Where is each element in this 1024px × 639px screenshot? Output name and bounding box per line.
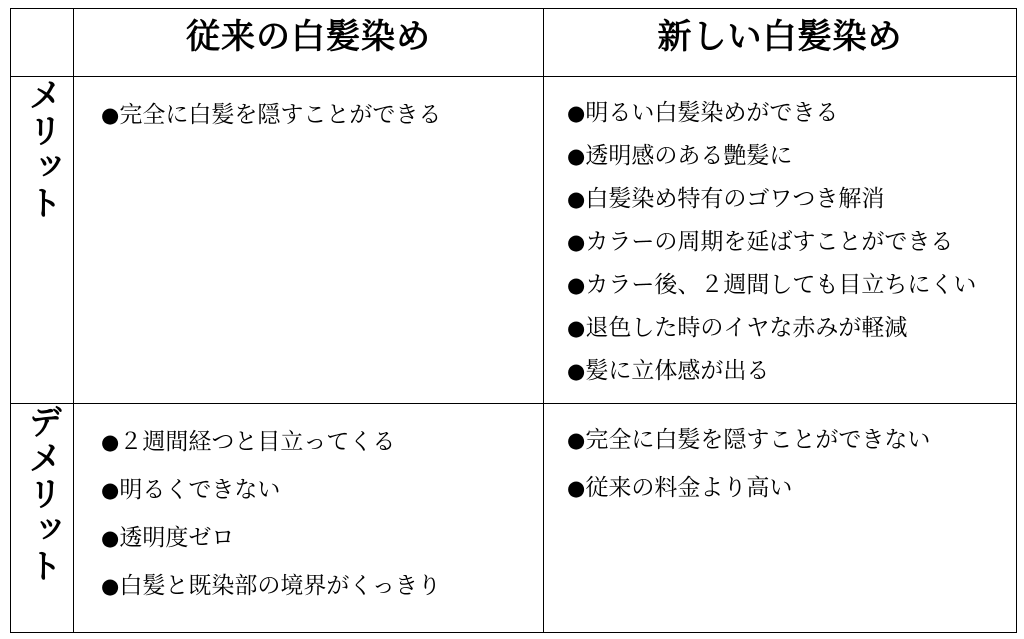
list-item	[101, 524, 543, 553]
list-item-text: 白髪染め特有のゴワつき解消	[585, 186, 885, 212]
list-item	[567, 474, 1016, 503]
bullet-dot: ●	[567, 316, 586, 340]
list-item	[567, 426, 1016, 455]
bullet-dot: ●	[101, 526, 120, 550]
bullet-dot: ●	[567, 476, 586, 500]
list-item-text: 退色した時のイヤな赤みが軽減	[585, 315, 908, 341]
list-item	[101, 476, 543, 505]
list-item-text: 従来の料金より高い	[585, 475, 793, 501]
bullet-dot: ●	[567, 359, 586, 383]
bullet-dot: ●	[567, 144, 586, 168]
merit-label-cell	[11, 77, 74, 404]
bullet-dot: ●	[101, 574, 120, 598]
list-item-text: 完全に白髪を隠すことができる	[119, 102, 442, 128]
bullet-dot: ●	[101, 430, 120, 454]
list-item-text: 透明度ゼロ	[119, 525, 235, 551]
bullet-dot: ●	[567, 428, 586, 452]
new-demerit-list	[544, 404, 1016, 503]
bullet-dot: ●	[101, 103, 120, 127]
comparison-table	[10, 8, 1017, 633]
bullet-dot: ●	[567, 230, 586, 254]
list-item	[567, 142, 1016, 171]
bullet-dot: ●	[567, 187, 586, 211]
list-item-text: 透明感のある艶髪に	[585, 143, 793, 169]
bullet-dot: ●	[567, 101, 586, 125]
list-item-text: 明るい白髪染めができる	[585, 100, 839, 126]
demerit-row	[11, 404, 1017, 633]
new-merit-list	[544, 77, 1016, 386]
list-item-text: カラーの周期を延ばすことができる	[585, 229, 954, 255]
old-demerit-list	[74, 404, 543, 601]
list-item	[101, 572, 543, 601]
new-merit-cell	[544, 77, 1017, 404]
header-row	[11, 9, 1017, 77]
list-item	[567, 228, 1016, 257]
list-item	[101, 428, 543, 457]
list-item-text: 髪に立体感が出る	[585, 358, 770, 384]
list-item	[567, 314, 1016, 343]
merit-label: メリット	[22, 77, 62, 221]
list-item-text: 明るくできない	[119, 477, 281, 503]
corner-cell	[11, 9, 74, 77]
bullet-dot: ●	[101, 478, 120, 502]
old-merit-list	[74, 77, 543, 130]
new-dye-header: 新しい白髪染め	[544, 9, 1017, 77]
list-item	[567, 99, 1016, 128]
bullet-dot: ●	[567, 273, 586, 297]
list-item-text: 完全に白髪を隠すことができない	[585, 427, 931, 453]
merit-row	[11, 77, 1017, 404]
list-item-text: ２週間経つと目立ってくる	[119, 429, 396, 455]
comparison-frame	[10, 8, 1016, 632]
list-item	[567, 185, 1016, 214]
list-item	[101, 101, 543, 130]
list-item	[567, 271, 1016, 300]
new-demerit-cell	[544, 404, 1017, 633]
list-item	[567, 357, 1016, 386]
demerit-label: デメリット	[22, 404, 62, 584]
old-dye-header: 従来の白髪染め	[74, 9, 544, 77]
old-demerit-cell	[74, 404, 544, 633]
list-item-text: 白髪と既染部の境界がくっきり	[119, 573, 441, 599]
old-merit-cell	[74, 77, 544, 404]
demerit-label-cell	[11, 404, 74, 633]
list-item-text: カラー後、２週間しても目立ちにくい	[585, 272, 977, 298]
